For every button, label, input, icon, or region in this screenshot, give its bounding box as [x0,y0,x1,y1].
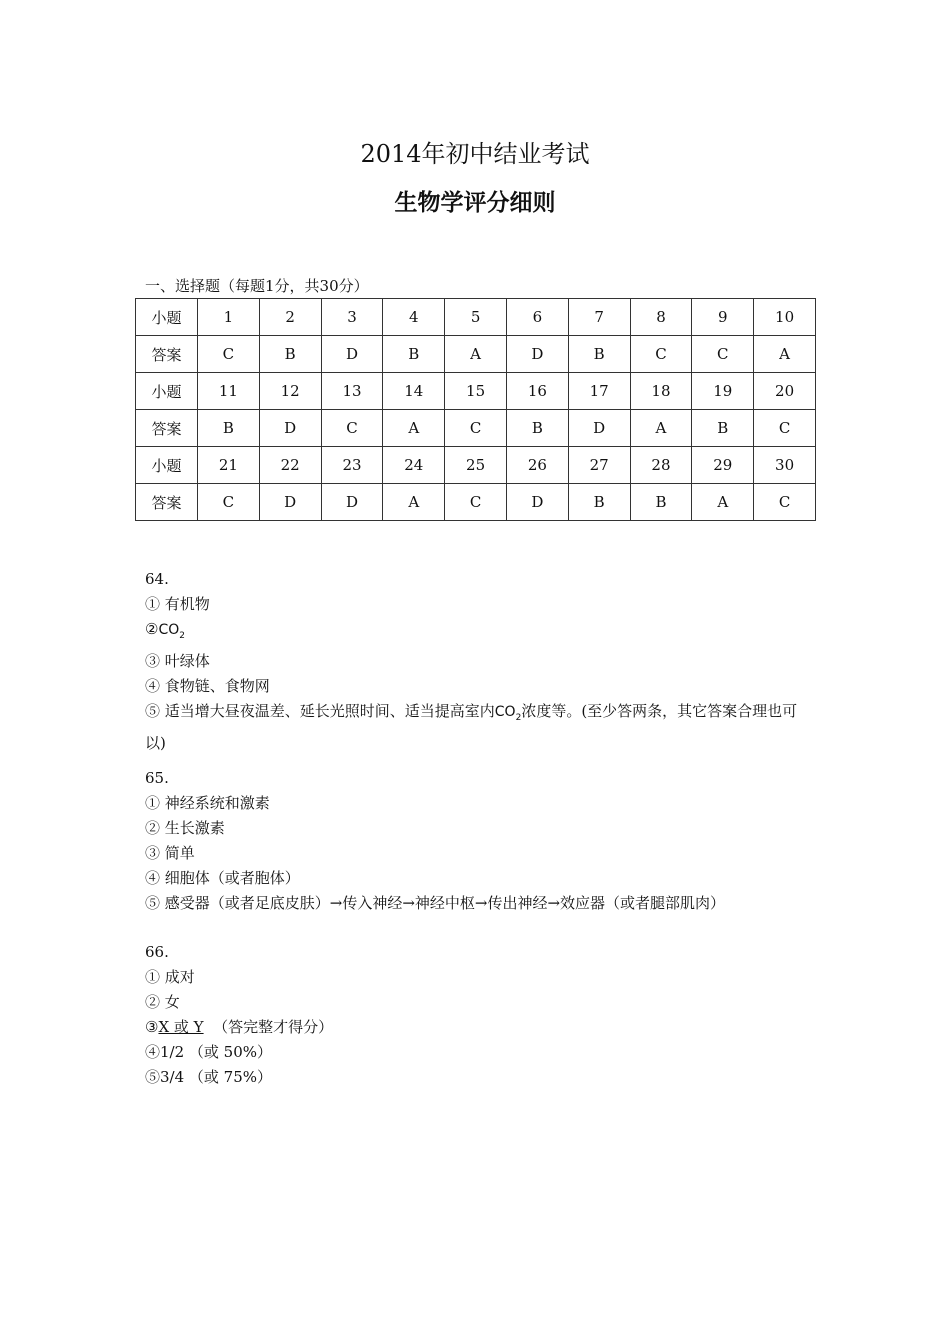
answer-cell: A [754,336,816,373]
answer-cell: D [259,484,321,521]
answer-cell: C [692,336,754,373]
question-number-cell: 6 [506,299,568,336]
row-label: 答案 [136,484,198,521]
document-title: 2014年初中结业考试 [360,140,590,168]
answer-item: ③ 叶绿体 [145,651,210,670]
question-number-cell: 29 [692,447,754,484]
question-number-cell: 23 [321,447,383,484]
question-number-cell: 24 [383,447,445,484]
answer-cell: B [568,336,630,373]
answer-cell: C [198,484,260,521]
question-number-cell: 14 [383,373,445,410]
question-number-row [136,447,816,484]
answer-cell: D [321,336,383,373]
answer-cell: D [321,484,383,521]
row-label: 小题 [136,373,198,410]
row-label: 答案 [136,336,198,373]
answer-cell: A [630,410,692,447]
question-number-row [136,299,816,336]
section-heading: 一、选择题（每题1分，共30分） [145,277,369,295]
answer-row [136,484,816,521]
question-number-cell: 16 [506,373,568,410]
answer-cell: B [568,484,630,521]
question-number: 64. [145,570,169,588]
answer-cell: D [506,484,568,521]
question-number-cell: 9 [692,299,754,336]
question-number-cell: 12 [259,373,321,410]
answer-item: ④ 细胞体（或者胞体） [145,869,300,887]
answer-cell: C [630,336,692,373]
question-number: 66. [145,943,169,961]
question-number-cell: 28 [630,447,692,484]
question-number-cell: 26 [506,447,568,484]
question-number-cell: 1 [198,299,260,336]
answer-cell: B [630,484,692,521]
answer-cell: C [321,410,383,447]
question-number-cell: 7 [568,299,630,336]
answer-row [136,336,816,373]
question-number-cell: 3 [321,299,383,336]
question-number-cell: 30 [754,447,816,484]
answer-cell: B [383,336,445,373]
question-number-cell: 22 [259,447,321,484]
answer-item: ⑤ 感受器（或者足底皮肤）→传入神经→神经中枢→传出神经→效应器（或者腿部肌肉） [145,894,726,912]
answer-cell: B [692,410,754,447]
question-number-cell: 10 [754,299,816,336]
question-number-cell: 20 [754,373,816,410]
answer-cell: A [692,484,754,521]
answer-cell: C [754,410,816,447]
answer-item: ① 成对 [145,968,195,986]
answer-cell: B [506,410,568,447]
answer-item: ③ 简单 [145,844,195,862]
answer-cell: C [754,484,816,521]
answer-row [136,410,816,447]
question-65 [145,766,725,916]
question-number-cell: 4 [383,299,445,336]
row-label: 小题 [136,447,198,484]
answer-item: ① 神经系统和激素 [145,794,270,812]
question-number-cell: 25 [445,447,507,484]
answer-cell: B [198,410,260,447]
question-number-cell: 19 [692,373,754,410]
answer-cell: C [445,410,507,447]
question-66 [145,940,333,1090]
question-number-cell: 8 [630,299,692,336]
answer-item: ③X 或 Y （答完整才得分） [145,1018,334,1036]
answer-cell: D [259,410,321,447]
answer-cell: A [445,336,507,373]
question-number-cell: 27 [568,447,630,484]
question-number-cell: 5 [445,299,507,336]
answer-cell: A [383,484,445,521]
answer-item: ④ 食物链、食物网 [145,676,270,695]
question-number-cell: 17 [568,373,630,410]
question-number-cell: 15 [445,373,507,410]
question-number-cell: 11 [198,373,260,410]
answer-item: ② 生长激素 [145,819,225,837]
answer-cell: D [506,336,568,373]
document-subtitle: 生物学评分细则 [394,189,556,216]
answer-cell: D [568,410,630,447]
answer-item: ④1/2 （或 50%） [145,1043,273,1061]
answer-table [135,298,816,521]
question-number: 65. [145,769,169,787]
question-number-cell: 2 [259,299,321,336]
answer-item: ① 有机物 [145,595,210,613]
question-64 [145,567,810,756]
row-label: 答案 [136,410,198,447]
answer-item: ⑤ 适当增大昼夜温差、延长光照时间、适当提高室内$CO_2$浓度等。(至少答两条，其它答案合理也可以) [145,701,798,752]
answer-cell: C [445,484,507,521]
row-label: 小题 [136,299,198,336]
answer-item: ⑤3/4 （或 75%） [145,1068,273,1086]
question-number-row [136,373,816,410]
answer-cell: A [383,410,445,447]
question-number-cell: 21 [198,447,260,484]
answer-item: ② 女 [145,993,180,1011]
answer-cell: B [259,336,321,373]
answer-item: $②CO_2$ [145,620,185,641]
question-number-cell: 13 [321,373,383,410]
answer-cell: C [198,336,260,373]
question-number-cell: 18 [630,373,692,410]
